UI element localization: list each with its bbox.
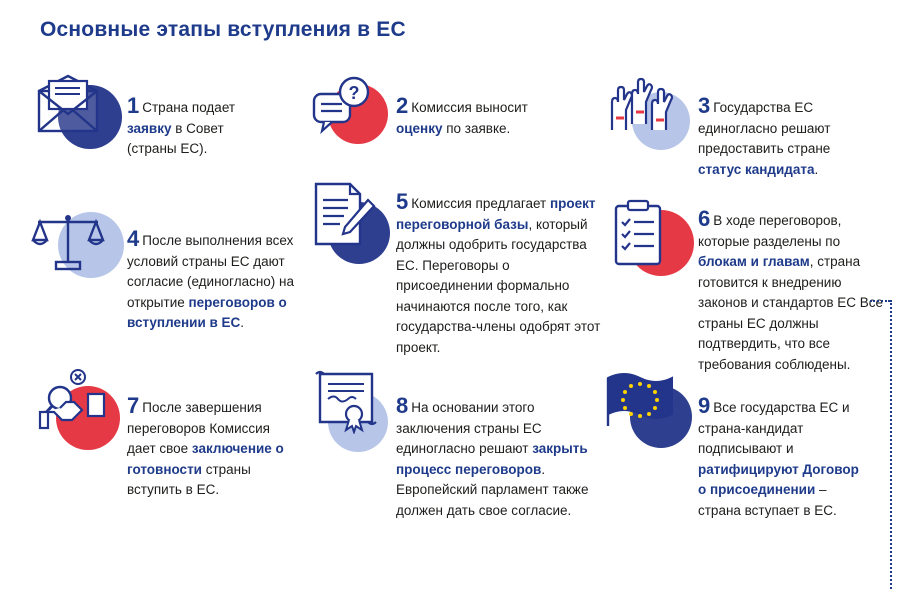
envelope-icon — [36, 74, 106, 134]
step-number: 4 — [127, 226, 140, 251]
raised-hands-icon — [606, 72, 676, 134]
page-title: Основные этапы вступления в ЕС — [40, 18, 406, 41]
dotted-connector — [870, 300, 890, 302]
chat-question-icon — [310, 74, 380, 136]
step-number: 1 — [127, 93, 140, 118]
svg-text:?: ? — [348, 83, 360, 103]
step-text: 6 В ходе переговоров, которые разделены по блокам и главам, страна готовится к внедрению законов и стандартов ЕС Все страны ЕС должны подтвердить, что все требования соблюдены. — [698, 206, 884, 372]
step-number: 8 — [396, 393, 409, 418]
step-number: 5 — [396, 189, 409, 214]
handshake-magnifier-icon — [38, 368, 110, 434]
step-number: 2 — [396, 93, 409, 118]
clipboard-checklist-icon — [610, 198, 670, 268]
step-number: 9 — [698, 393, 711, 418]
step-text: 9 Все государства ЕС и страна-кандидат подписывают и ратифицируют Договор о присоединении – страна вступает в ЕС. — [698, 393, 859, 518]
eu-flag-icon — [604, 372, 676, 428]
step-text: 7 После завершения переговоров Комиссия дает свое заключение о готовности страны вступить в ЕС. — [127, 393, 284, 497]
step-number: 3 — [698, 93, 711, 118]
step-text: 8 На основании этого заключения страны ЕС единогласно решают закрыть процесс переговоров. Европейский парламент также должен дать свое согласие. — [396, 393, 589, 518]
dotted-connector — [890, 300, 892, 589]
step-text: 5 Комиссия предлагает проект переговорной базы, который должны одобрить государства ЕС. Переговоры о присоединении формально начинаются после того, как государства-члены одобрят этот проект. — [396, 189, 601, 355]
step-text: 3 Государства ЕС единогласно решают предоставить стране статус кандидата. — [698, 93, 831, 177]
certificate-icon — [312, 368, 384, 434]
step-number: 7 — [127, 393, 140, 418]
step-number: 6 — [698, 206, 711, 231]
step-text: 4 После выполнения всех условий страны ЕС дают согласие (единогласно) на открытие переговоров о вступлении в ЕС. — [127, 226, 294, 330]
step-text: 2 Комиссия выносит оценку по заявке. — [396, 93, 528, 136]
scales-icon — [30, 212, 106, 272]
step-text: 1 Страна подает заявку в Совет (страны ЕС). — [127, 93, 236, 156]
document-pen-icon — [310, 180, 380, 250]
